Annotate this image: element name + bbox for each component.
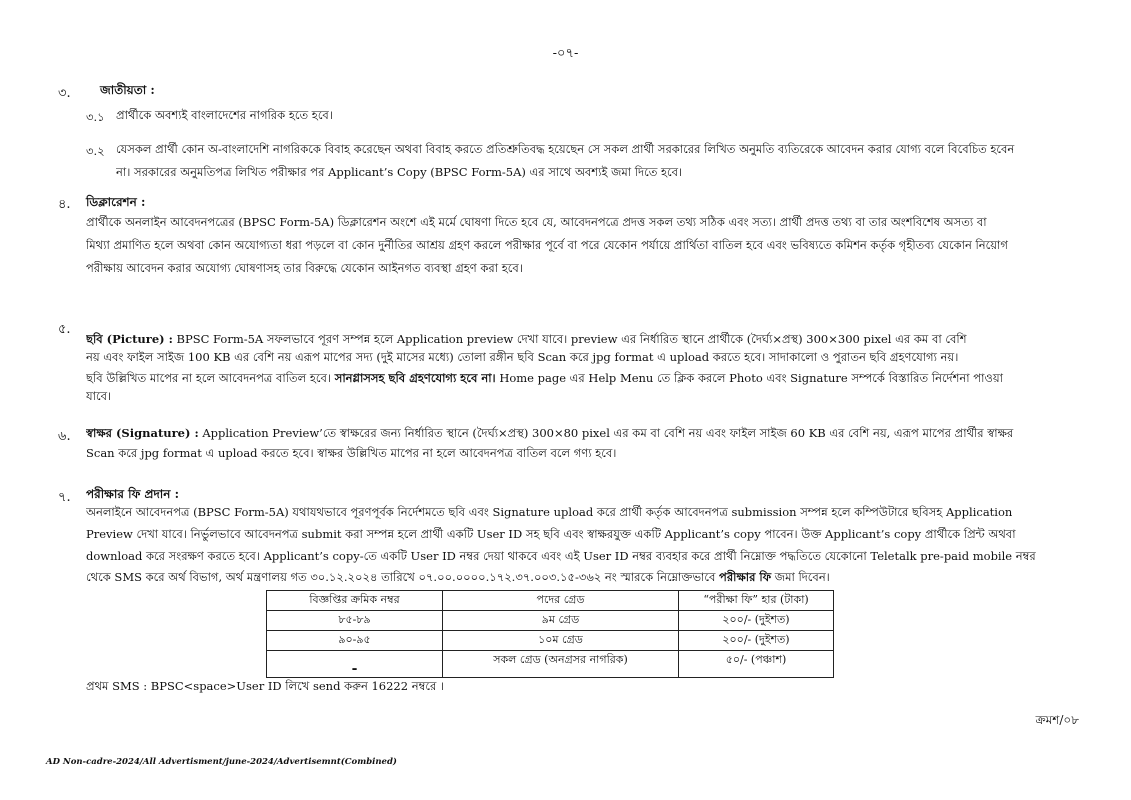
fee-table-cell: ১০ম গ্রেড — [443, 631, 679, 651]
section-5-line1-text: BPSC Form-5A সফলভাবে পূরণ সম্পন্ন হলে Application preview দেখা যাবে। preview এর নির্ধারিত স্থানে প্রার্থীকে (দৈর্ঘ্য×প্রস্থ) 300×300 pixel এর কম বা বেশি — [176, 332, 967, 346]
section-5-line3a: ছবি উল্লিখিত মাপের না হলে আবেদনপত্র বাতিল হবে। — [86, 371, 332, 385]
section-7-line4 — [86, 566, 1080, 589]
section-6-title: স্বাক্ষর (Signature) : — [86, 426, 199, 440]
section-4-title: ডিক্লারেশন : — [86, 195, 146, 209]
section-5-sunglass-warning: সানগ্লাসসহ ছবি গ্রহণযোগ্য হবে না। — [334, 371, 496, 385]
fee-table-cell: ২০০/- (দুইশত) — [679, 611, 834, 631]
fee-table-header-row — [267, 591, 834, 611]
section-4-number: ৪. — [58, 197, 71, 212]
section-7-line4a: থেকে SMS করে অর্থ বিভাগ, অর্থ মন্ত্রণালয় গত ৩০.১২.২০২৪ তারিখে ০৭.০০.০০০০.১৭২.৩৭.০০৩.১৫-৩৬২ নং স্মারকে নিম্নোক্তভাবে — [86, 570, 716, 584]
section-3-number: ৩. — [58, 86, 71, 101]
footer-path: AD Non-cadre-2024/All Advertisment/june-2024/Advertisemnt(Combined) — [46, 757, 397, 767]
section-7-title: পরীক্ষার ফি প্রদান : — [86, 487, 180, 501]
section-3-2-line2: না। সরকারের অনুমতিপত্র লিখিত পরীক্ষার পর Applicant’s Copy (BPSC Form-5A) এর সাথে অবশ্যই জমা দিতে হবে। — [116, 165, 683, 179]
section-3-2-number: ৩.২ — [86, 144, 105, 158]
fee-table-cell: ৯ম গ্রেড — [443, 611, 679, 631]
fee-table-header: পদের গ্রেড — [443, 591, 679, 611]
table-row — [267, 611, 834, 631]
section-3-1-text: প্রার্থীকে অবশ্যই বাংলাদেশের নাগরিক হতে হবে। — [116, 108, 333, 122]
section-5-number: ৫. — [58, 322, 71, 337]
table-row — [267, 631, 834, 651]
fee-table-cell: সকল গ্রেড (অনগ্রসর নাগরিক) — [443, 651, 679, 678]
fee-table-cell: ৮৫-৮৯ — [267, 611, 443, 631]
section-7-line4c: জমা দিবেন। — [774, 570, 830, 584]
section-6-line2: Scan করে jpg format এ upload করতে হবে। স্বাক্ষর উল্লিখিত মাপের না হলে আবেদনপত্র বাতিল বলে গণ্য হবে। — [86, 446, 617, 460]
section-5-line4: যাবে। — [86, 389, 112, 403]
table-row — [267, 651, 834, 678]
section-7-line1: অনলাইনে আবেদনপত্র (BPSC Form-5A) যথাযথভাবে পূরণপূর্বক নির্দেশমতে ছবি এবং Signature upload করে প্রার্থী কর্তৃক আবেদনপত্র submission সম্পন্ন হলে কম্পিউটারে ছবিসহ Application — [86, 505, 1013, 519]
section-6-number: ৬. — [58, 429, 71, 444]
section-7-fee-term: পরীক্ষার ফি — [719, 570, 772, 584]
fee-table-header: “পরীক্ষা ফি” হার (টাকা) — [679, 591, 834, 611]
section-7-line2: Preview দেখা যাবে। নির্ভুলভাবে আবেদনপত্র submit করা সম্পন্ন হলে প্রার্থী একটি User ID সহ ছবি এবং স্বাক্ষরযুক্ত একটি Applicant’s copy পাবেন। উক্ত Applicant’s copy প্রার্থীকে প্রিন্ট অথবা — [86, 527, 1016, 541]
fee-table-header: বিজ্ঞপ্তির ক্রমিক নম্বর — [267, 591, 443, 611]
page-number: -০৭- — [552, 46, 579, 61]
fee-table-cell: ২০০/- (দুইশত) — [679, 631, 834, 651]
fee-table-cell: - — [267, 651, 443, 678]
section-7-number: ৭. — [58, 490, 71, 505]
section-3-title: জাতীয়তা : — [100, 83, 155, 97]
fee-table-cell: ৫০/- (পঞ্চাশ) — [679, 651, 834, 678]
section-5-line3c: Home page এর Help Menu তে ক্লিক করলে Photo এবং Signature সম্পর্কে বিস্তারিত নির্দেশনা পাওয়া — [499, 371, 1003, 385]
section-3-1-number: ৩.১ — [86, 110, 105, 124]
section-5-title: ছবি (Picture) : — [86, 332, 173, 346]
section-3-2-line1: যেসকল প্রার্থী কোন অ-বাংলাদেশি নাগরিককে বিবাহ করেছেন অথবা বিবাহ করতে প্রতিশ্রুতিবদ্ধ হয়েছেন সে সকল প্রার্থী সরকারের লিখিত অনুমতি ব্যতিরেকে আবেদন করার যোগ্য বলে বিবেচিত হবেন — [116, 142, 1015, 156]
continued-marker: ক্রমশ/০৮ — [1035, 713, 1079, 727]
sms-instruction: প্রথম SMS : BPSC<space>User ID লিখে send করুন 16222 নম্বরে । — [86, 679, 445, 693]
fee-table-cell: ৯০-৯৫ — [267, 631, 443, 651]
section-7-line3: download করে সংরক্ষণ করতে হবে। Applicant’s copy-তে একটি User ID নম্বর দেয়া থাকবে এবং এই User ID নম্বর ব্যবহার করে প্রার্থী নিম্নোক্ত পদ্ধতিতে যেকোনো Teletalk pre-paid mobile নম্বর — [86, 549, 1036, 563]
section-4-line3: পরীক্ষায় আবেদন করার অযোগ্য ঘোষণাসহ তার বিরুদ্ধে যেকোন আইনগত ব্যবস্থা গ্রহণ করা হবে। — [86, 261, 523, 275]
section-4-line2: মিথ্যা প্রমাণিত হলে অথবা কোন অযোগ্যতা ধরা পড়লে বা কোন দুর্নীতির আশ্রয় গ্রহণ করলে পরীক্ষার পূর্বে বা পরে যেকোন পর্যায়ে প্রার্থিতা বাতিল হবে এবং ভবিষ্যতে কমিশন কর্তৃক গৃহীতব্য যেকোন নিয়োগ — [86, 238, 1008, 252]
section-4-line1: প্রার্থীকে অনলাইন আবেদনপত্রের (BPSC Form-5A) ডিক্লারেশন অংশে এই মর্মে ঘোষণা দিতে হবে যে, আবেদনপত্রে প্রদত্ত সকল তথ্য সঠিক এবং সত্য। প্রার্থী প্রদত্ত তথ্য বা তার অংশবিশেষ অসত্য বা — [86, 215, 987, 229]
section-5-line2: নয় এবং ফাইল সাইজ 100 KB এর বেশি নয় এরূপ মাপের সদ্য (দুই মাসের মধ্যে) তোলা রঙ্গীন ছবি Scan করে jpg format এ upload করতে হবে। সাদাকালো ও পুরাতন ছবি গ্রহণযোগ্য নয়। — [86, 350, 959, 364]
fee-table — [266, 590, 834, 678]
section-6-line1-text: Application Preview’তে স্বাক্ষরের জন্য নির্ধারিত স্থানে (দৈর্ঘ্য×প্রস্থ) 300×80 pixel এর কম বা বেশি নয় এবং ফাইল সাইজ 60 KB এর বেশি নয়, এরূপ মাপের প্রার্থীর স্বাক্ষর — [202, 426, 1014, 440]
